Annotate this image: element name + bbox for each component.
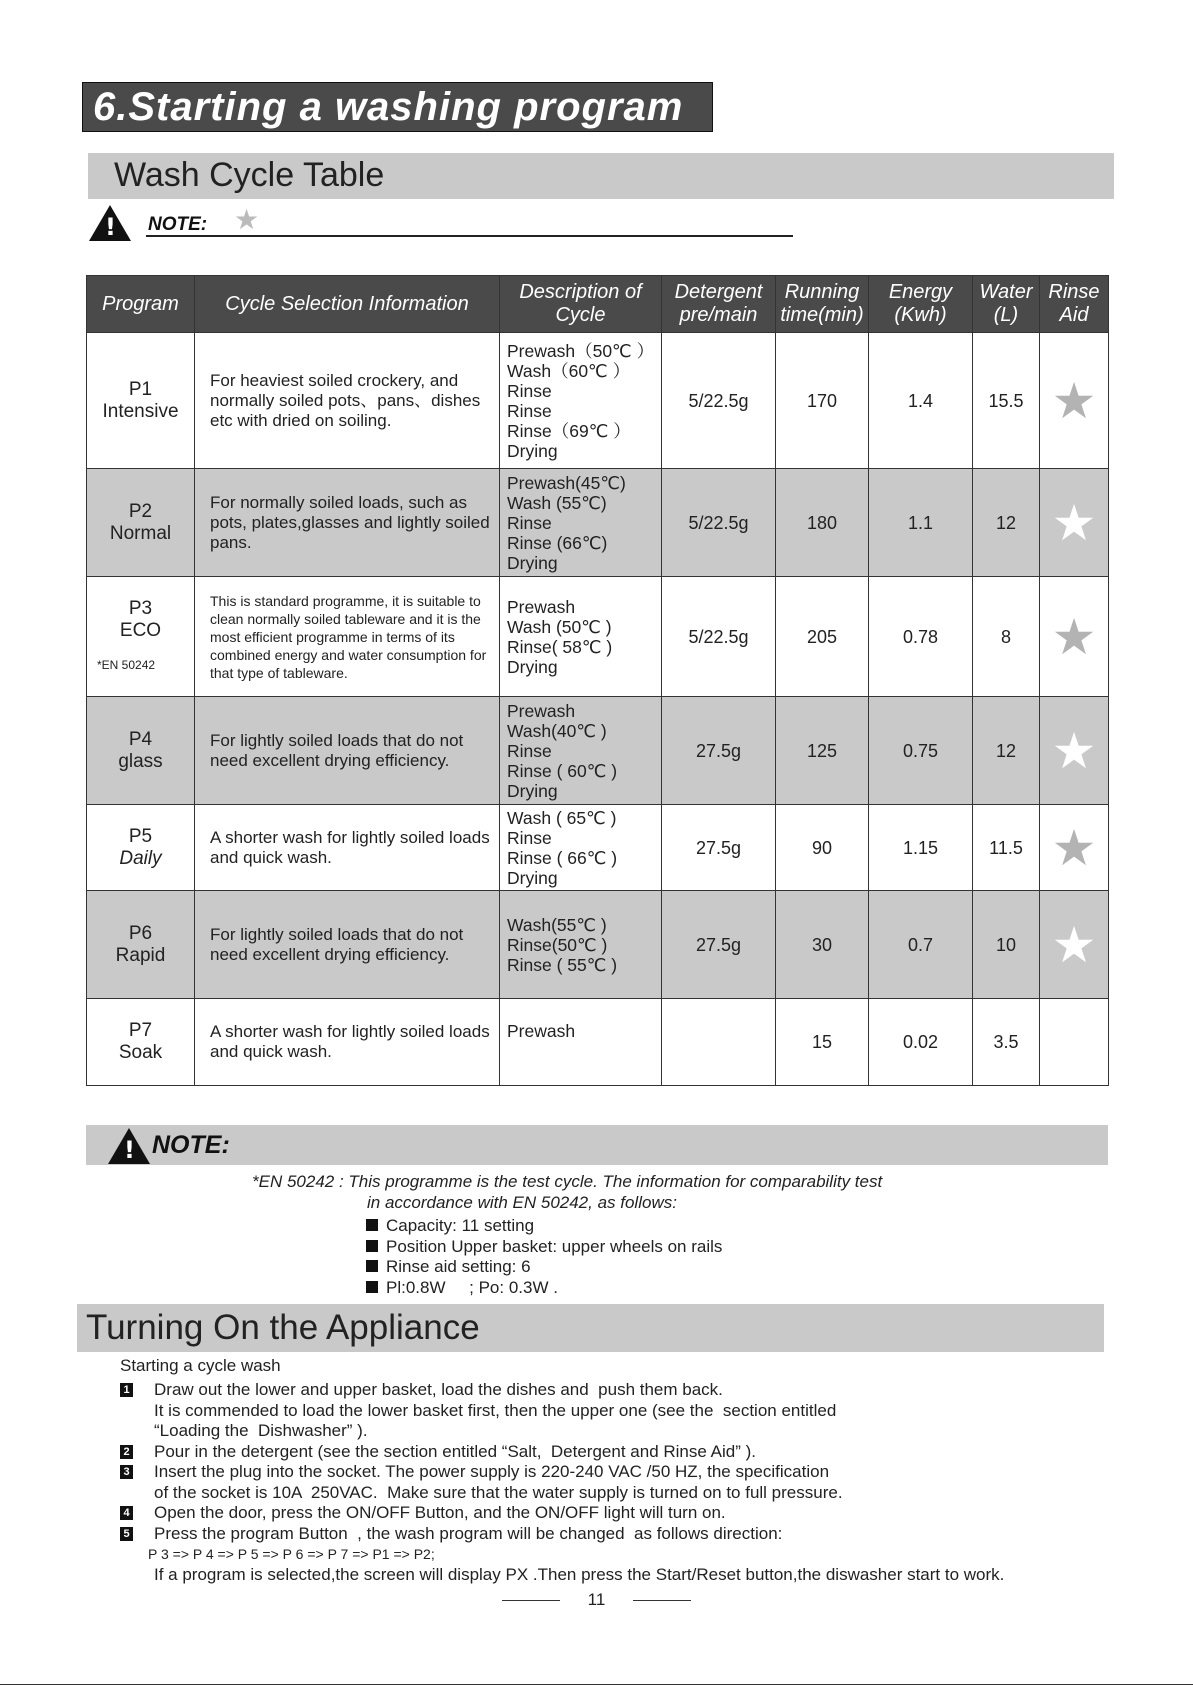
step-text: Press the program Button , the wash program will be changed as follows direction: xyxy=(154,1523,783,1543)
header-energy: Energy (Kwh) xyxy=(869,276,973,333)
step-item xyxy=(118,1524,1178,1545)
program-cell: P6 Rapid xyxy=(87,891,195,999)
table-row xyxy=(87,891,1109,999)
cycle-info-cell: For heaviest soiled crockery, and normally soiled pots、pans、dishes etc with dried on soiling. xyxy=(195,333,500,469)
bullet-square-icon xyxy=(366,1219,378,1231)
step-text: Draw out the lower and upper basket, load the dishes and push them back. xyxy=(154,1380,723,1399)
step-text: Insert the plug into the socket. The power supply is 220-240 VAC /50 HZ, the specification xyxy=(154,1462,830,1481)
table-row xyxy=(87,805,1109,891)
step-text: of the socket is 10A 250VAC. Make sure that the water supply is turned on to full pressure. xyxy=(154,1482,843,1502)
cycle-info-cell: A shorter wash for lightly soiled loads and quick wash. xyxy=(195,999,500,1086)
turning-on-heading-bar xyxy=(77,1304,1104,1352)
page-number: 11 xyxy=(0,1590,1193,1610)
step-text: “Loading the Dishwasher” ). xyxy=(154,1421,368,1440)
rinse-aid-star-icon: ★ xyxy=(1040,805,1109,891)
description-step: Rinse(50℃ ) xyxy=(507,934,608,955)
description-cell xyxy=(500,469,662,577)
description-step: Prewash xyxy=(507,1021,576,1041)
description-step: Wash (55℃) xyxy=(507,492,607,513)
program-sequence: P 3 => P 4 => P 5 => P 6 => P 7 => P1 => P2; xyxy=(148,1546,435,1562)
lower-note-bar xyxy=(86,1125,1108,1165)
water-cell: 12 xyxy=(973,469,1040,577)
water-cell: 8 xyxy=(973,577,1040,697)
description-cell xyxy=(500,697,662,805)
cycle-info-cell: A shorter wash for lightly soiled loads and quick wash. xyxy=(195,805,500,891)
list-item: Capacity: 11 setting xyxy=(366,1216,722,1237)
table-header-row xyxy=(87,276,1109,333)
starting-cycle-intro: Starting a cycle wash xyxy=(120,1356,281,1375)
description-cell xyxy=(500,891,662,999)
step-number-icon: 1 xyxy=(120,1383,133,1397)
step-text: Open the door, press the ON/OFF Button, and the ON/OFF light will turn on. xyxy=(154,1503,726,1522)
description-step: Prewash（50℃ ） xyxy=(507,340,655,361)
description-step: Drying xyxy=(507,440,558,461)
step-number-icon: 5 xyxy=(120,1527,133,1541)
energy-cell: 1.4 xyxy=(869,333,973,469)
wash-cycle-table-heading-bar xyxy=(88,153,1114,199)
warning-icon xyxy=(89,205,131,241)
detergent-cell: 27.5g xyxy=(662,697,776,805)
test-conditions-list xyxy=(366,1216,722,1298)
detergent-cell: 5/22.5g xyxy=(662,469,776,577)
description-step: Rinse（69℃ ） xyxy=(507,420,631,441)
lower-note-label: NOTE: xyxy=(152,1131,230,1159)
running-cell: 170 xyxy=(776,333,869,469)
running-cell: 125 xyxy=(776,697,869,805)
rinse-aid-star-icon: ★ xyxy=(1040,333,1109,469)
running-cell: 15 xyxy=(776,999,869,1086)
energy-cell: 0.78 xyxy=(869,577,973,697)
description-step: Wash ( 65℃ ) xyxy=(507,807,617,828)
cycle-info-cell: This is standard programme, it is suitable to clean normally soiled tableware and it is the most efficient programme in terms of its combined energy and water consumption for that type of tableware. xyxy=(195,577,500,697)
description-step: Wash(40℃ ) xyxy=(507,720,607,741)
detergent-cell: 27.5g xyxy=(662,891,776,999)
description-cell xyxy=(500,333,662,469)
program-cell: P2 Normal xyxy=(87,469,195,577)
cycle-info-cell: For lightly soiled loads that do not need excellent drying efficiency. xyxy=(195,697,500,805)
section-title: 6.Starting a washing program xyxy=(82,82,713,132)
header-cycle-info: Cycle Selection Information xyxy=(195,276,500,333)
energy-cell: 0.02 xyxy=(869,999,973,1086)
bullet-square-icon xyxy=(366,1281,378,1293)
water-cell: 11.5 xyxy=(973,805,1040,891)
description-step: Rinse xyxy=(507,827,552,848)
star-icon: ★ xyxy=(234,204,260,235)
rinse-aid-star-icon: ★ xyxy=(1040,469,1109,577)
description-step: Rinse( 58℃ ) xyxy=(507,636,613,657)
bullet-square-icon xyxy=(366,1260,378,1272)
cycle-info-cell: For normally soiled loads, such as pots, plates,glasses and lightly soiled pans. xyxy=(195,469,500,577)
description-step: Drying xyxy=(507,867,558,888)
table-row xyxy=(87,577,1109,697)
description-step: Prewash xyxy=(507,700,576,721)
description-step: Rinse ( 66℃ ) xyxy=(507,847,618,868)
description-step: Wash（60℃ ） xyxy=(507,360,631,381)
detergent-cell: 5/22.5g xyxy=(662,577,776,697)
step-item xyxy=(118,1503,1178,1524)
description-step: Rinse xyxy=(507,512,552,533)
note-underline xyxy=(146,235,793,237)
detergent-cell: 5/22.5g xyxy=(662,333,776,469)
description-step: Drying xyxy=(507,552,558,573)
description-step: Wash (50℃ ) xyxy=(507,616,612,637)
step-item xyxy=(118,1380,1178,1442)
water-cell: 15.5 xyxy=(973,333,1040,469)
description-step: Rinse xyxy=(507,740,552,761)
table-row xyxy=(87,697,1109,805)
en50242-note xyxy=(252,1171,882,1213)
description-step: Wash(55℃ ) xyxy=(507,914,607,935)
list-item: Pl:0.8W ; Po: 0.3W . xyxy=(366,1278,722,1299)
water-cell: 3.5 xyxy=(973,999,1040,1086)
step-number-icon: 3 xyxy=(120,1465,133,1479)
step-item xyxy=(118,1442,1178,1463)
wash-cycle-table-heading: Wash Cycle Table xyxy=(114,156,385,194)
description-step: Rinse ( 60℃ ) xyxy=(507,760,618,781)
table-row xyxy=(87,999,1109,1086)
program-cell: P7 Soak xyxy=(87,999,195,1086)
description-step: Rinse (66℃) xyxy=(507,532,608,553)
description-step: Prewash(45℃) xyxy=(507,472,626,493)
description-step: Drying xyxy=(507,780,558,801)
table-row xyxy=(87,333,1109,469)
step-text: Pour in the detergent (see the section entitled “Salt, Detergent and Rinse Aid” ). xyxy=(154,1441,756,1461)
step-number-icon: 4 xyxy=(120,1506,133,1520)
description-cell xyxy=(500,805,662,891)
steps-list xyxy=(118,1380,1178,1585)
energy-cell: 1.15 xyxy=(869,805,973,891)
description-step: Rinse ( 55℃ ) xyxy=(507,954,618,975)
rinse-aid-star-icon: ★ xyxy=(1040,697,1109,805)
running-cell: 30 xyxy=(776,891,869,999)
description-cell xyxy=(500,999,662,1086)
list-item: Position Upper basket: upper wheels on rails xyxy=(366,1237,722,1258)
cycle-info-cell: For lightly soiled loads that do not need excellent drying efficiency. xyxy=(195,891,500,999)
description-step: Prewash xyxy=(507,596,576,617)
header-running-time: Running time(min) xyxy=(776,276,869,333)
header-rinse-aid: Rinse Aid xyxy=(1040,276,1109,333)
description-step: Rinse xyxy=(507,400,552,421)
final-instruction: If a program is selected,the screen will display PX .Then press the Start/Reset button,the diswasher start to work. xyxy=(154,1564,1005,1584)
wash-cycle-table xyxy=(86,275,1109,1086)
header-detergent: Detergent pre/main xyxy=(662,276,776,333)
step-text: It is commended to load the lower basket first, then the upper one (see the section entitled xyxy=(154,1400,837,1420)
description-step: Drying xyxy=(507,656,558,677)
header-program: Program xyxy=(87,276,195,333)
table-row xyxy=(87,469,1109,577)
note-label: NOTE: xyxy=(148,214,208,235)
running-cell: 205 xyxy=(776,577,869,697)
rinse-aid-star-icon: ★ xyxy=(1040,891,1109,999)
energy-cell: 1.1 xyxy=(869,469,973,577)
description-step: Rinse xyxy=(507,380,552,401)
detergent-cell xyxy=(662,999,776,1086)
bullet-square-icon xyxy=(366,1240,378,1252)
program-cell: P1 Intensive xyxy=(87,333,195,469)
detergent-cell: 27.5g xyxy=(662,805,776,891)
running-cell: 180 xyxy=(776,469,869,577)
water-cell: 10 xyxy=(973,891,1040,999)
list-item: Rinse aid setting: 6 xyxy=(366,1257,722,1278)
rinse-aid-star-icon xyxy=(1040,999,1109,1086)
step-number-icon: 2 xyxy=(120,1445,133,1459)
turning-on-heading: Turning On the Appliance xyxy=(86,1308,480,1347)
en50242-note-line1: *EN 50242 : This programme is the test cycle. The information for comparability test xyxy=(252,1172,883,1191)
water-cell: 12 xyxy=(973,697,1040,805)
program-cell: P5 Daily xyxy=(87,805,195,891)
header-water: Water (L) xyxy=(973,276,1040,333)
description-cell xyxy=(500,577,662,697)
step-item xyxy=(118,1462,1178,1503)
program-cell: P3 ECO *EN 50242 xyxy=(87,577,195,697)
header-description: Description of Cycle xyxy=(500,276,662,333)
en50242-note-line2: in accordance with EN 50242, as follows: xyxy=(367,1193,677,1212)
energy-cell: 0.7 xyxy=(869,891,973,999)
energy-cell: 0.75 xyxy=(869,697,973,805)
en50242-footnote: *EN 50242 xyxy=(97,657,156,672)
running-cell: 90 xyxy=(776,805,869,891)
warning-icon xyxy=(108,1128,150,1164)
rinse-aid-star-icon: ★ xyxy=(1040,577,1109,697)
program-cell: P4 glass xyxy=(87,697,195,805)
